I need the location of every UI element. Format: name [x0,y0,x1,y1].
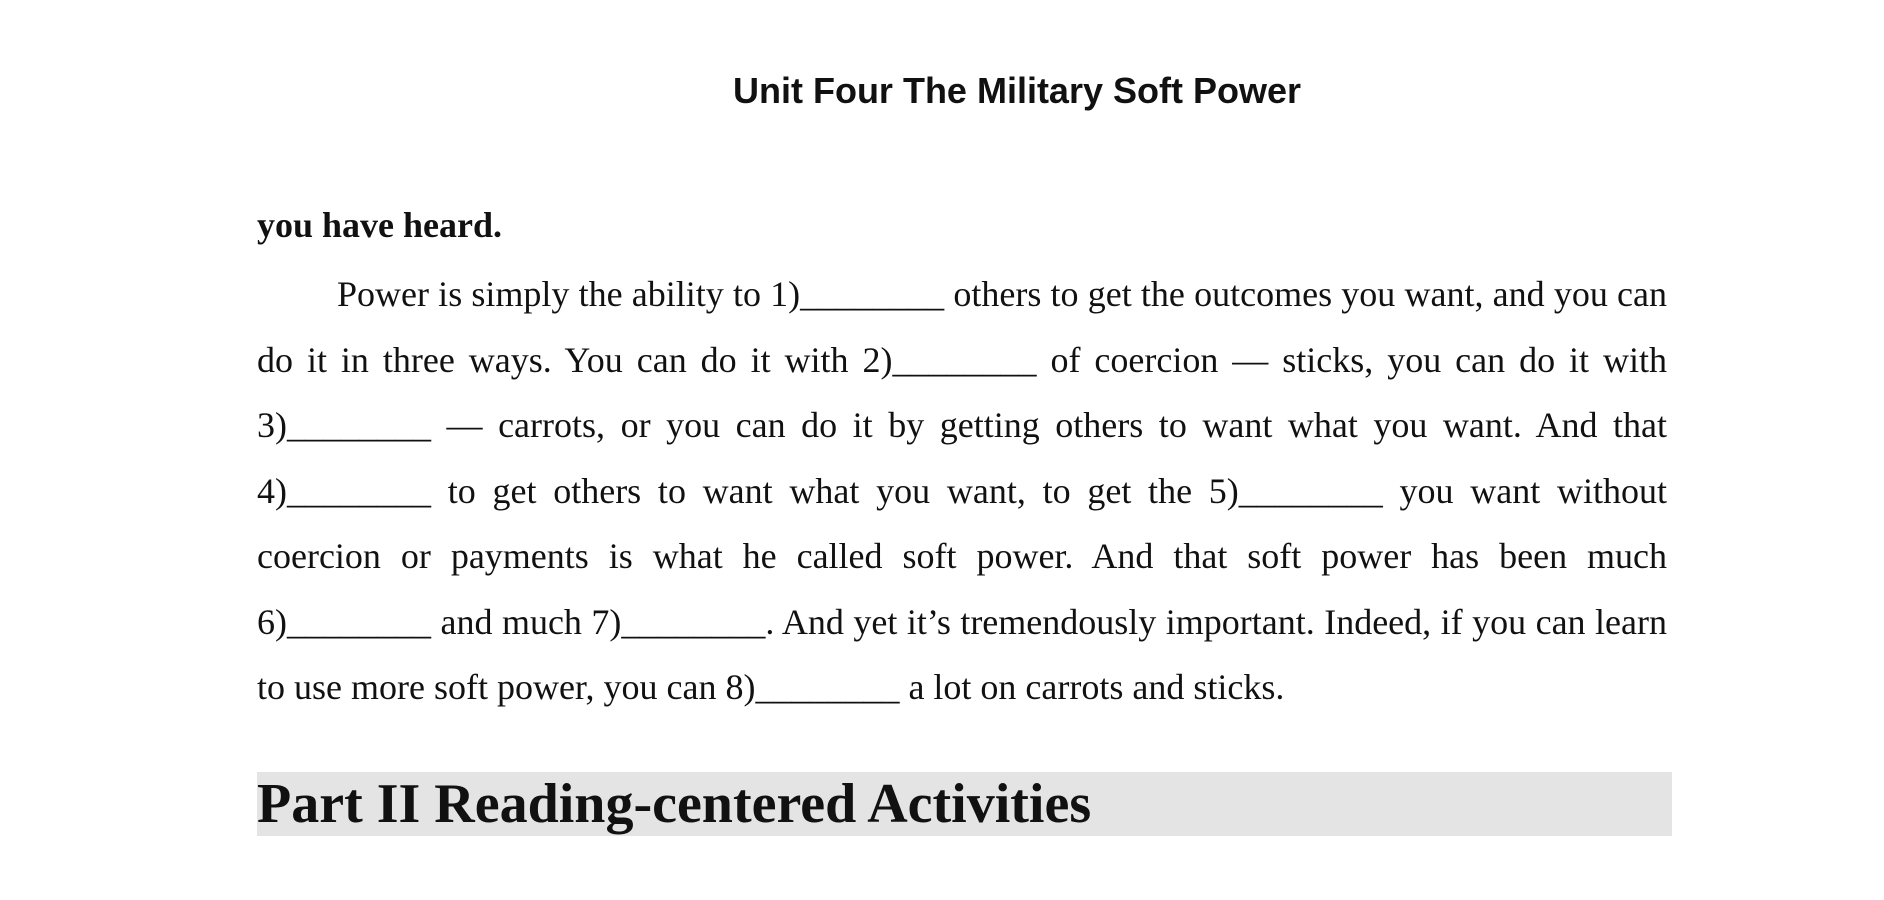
paragraph-text: to get others to want what you want, to get the 5) [431,470,1239,511]
cloze-paragraph [257,262,1667,721]
blank-5: ________ [1238,470,1383,511]
blank-7: ________ [621,601,766,642]
page-header-title: Unit Four The Military Soft Power [732,70,1302,111]
instruction-lead: you have heard. [257,205,503,245]
exercise-content [257,198,1667,721]
paragraph-text: Power is simply the ability to 1) [337,274,801,314]
paragraph-text: and much 7) [431,601,622,642]
section-heading: Part II Reading-centered Activities [257,772,1672,836]
blank-8: ________ [755,667,900,707]
blank-2: ________ [892,339,1037,380]
paragraph-text: others to get the outcomes you want, and you can do it in three ways. You can do it with 2) [257,274,1667,380]
paragraph-text: a lot on carrots and sticks. [899,667,1285,707]
paragraph-text: you want without coercion or payments is what he called soft power. And that soft power has been much 6) [257,470,1667,642]
paragraph-text: of coercion — sticks, you can do it with 3) [257,339,1667,445]
paragraph-text: . And yet it’s tremendously important. Indeed, if you can learn to use more soft power, you can 8) [257,601,1667,707]
blank-4: ________ [287,470,431,511]
blank-1: ________ [800,274,945,314]
blank-3: ________ [287,405,431,445]
blank-6: ________ [287,601,431,642]
paragraph-text: — carrots, or you can do it by getting others to want what you want. And that 4) [257,405,1667,511]
